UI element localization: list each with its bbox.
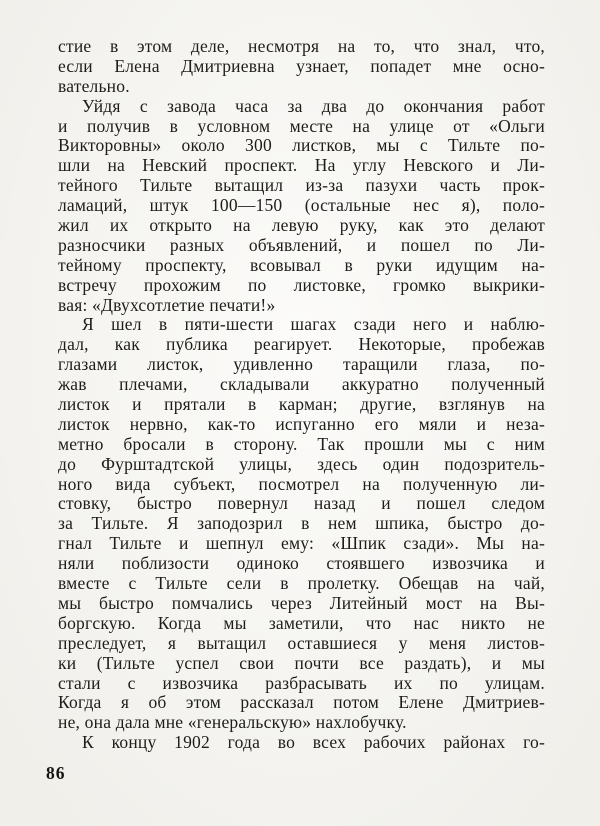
- text-line: не, она дала мне «генеральскую» нахлобучку.: [58, 713, 407, 733]
- text-line: разносчики разных объявлений, и пошел по Ли-: [58, 235, 545, 255]
- text-line: метно бросали в сторону. Так прошли мы с ним: [58, 434, 545, 454]
- text-line: глазами листок, удивленно таращили глаза, по-: [58, 355, 545, 375]
- text-line: ламаций, штук 100—150 (остальные нес я), поло-: [58, 196, 545, 216]
- text-line: Когда я об этом рассказал потом Елене Дмитриев-: [58, 693, 545, 713]
- text-line: тейного Тильте вытащил из-за пазухи часть прок-: [58, 176, 545, 196]
- text-line: гнал Тильте и шепнул ему: «Шпик сзади». Мы на-: [58, 534, 545, 554]
- text-line: дал, как публика реагирует. Некоторые, пробежав: [58, 335, 545, 355]
- text-line: ки (Тильте успел свои почти все раздать), и мы: [58, 653, 545, 673]
- text-line: Я шел в пяти-шести шагах сзади него и наблю-: [82, 315, 545, 335]
- text-line: и получив в условном месте на улице от «Ольги: [58, 116, 545, 136]
- text-line: ного вида субъект, посмотрел на полученную ли-: [58, 474, 545, 494]
- page-number: 86: [46, 763, 66, 783]
- text-line: Викторовны» около 300 листков, мы с Тильте по-: [58, 136, 545, 156]
- text-line: листок и прятали в карман; другие, взглянув на: [58, 395, 545, 415]
- page-text-block: [58, 37, 545, 753]
- text-line: стали с извозчика разбрасывать их по улицам.: [58, 673, 545, 693]
- text-line: если Елена Дмитриевна узнает, попадет мне осно-: [58, 56, 545, 76]
- text-line: тейному проспекту, всовывал в руки идущим на-: [58, 255, 545, 275]
- text-line: Уйдя с завода часа за два до окончания работ: [82, 96, 545, 116]
- text-line: боргскую. Когда мы заметили, что нас никто не: [58, 613, 545, 633]
- text-line: преследует, я вытащил оставшиеся у меня листов-: [58, 633, 545, 653]
- text-line: вая: «Двухсотлетие печати!»: [58, 295, 276, 315]
- text-line: встречу прохожим по листовке, громко выкрики-: [58, 275, 545, 295]
- text-line: шли на Невский проспект. На углу Невского и Ли-: [58, 156, 545, 176]
- text-line: мы быстро помчались через Литейный мост на Вы-: [58, 593, 545, 613]
- text-line: жил их открыто на левую руку, как это делают: [58, 216, 545, 236]
- text-line: стовку, быстро повернул назад и пошел следом: [58, 494, 545, 514]
- text-line: листок нервно, как-то испуганно его мяли и неза-: [58, 414, 545, 434]
- text-line: за Тильте. Я заподозрил в нем шпика, быстро до-: [58, 514, 545, 534]
- text-line: К концу 1902 года во всех рабочих районах го-: [82, 733, 545, 753]
- text-line: няли поблизости одиноко стоявшего извозчика и: [58, 554, 545, 574]
- text-line: жав плечами, складывали аккуратно полученный: [58, 375, 545, 395]
- text-line: вательно.: [58, 76, 130, 96]
- text-line: до Фурштадтской улицы, здесь один подозритель-: [58, 454, 545, 474]
- text-line: стие в этом деле, несмотря на то, что знал, что,: [58, 37, 545, 56]
- text-line: вместе с Тильте сели в пролетку. Обещав на чай,: [58, 574, 545, 594]
